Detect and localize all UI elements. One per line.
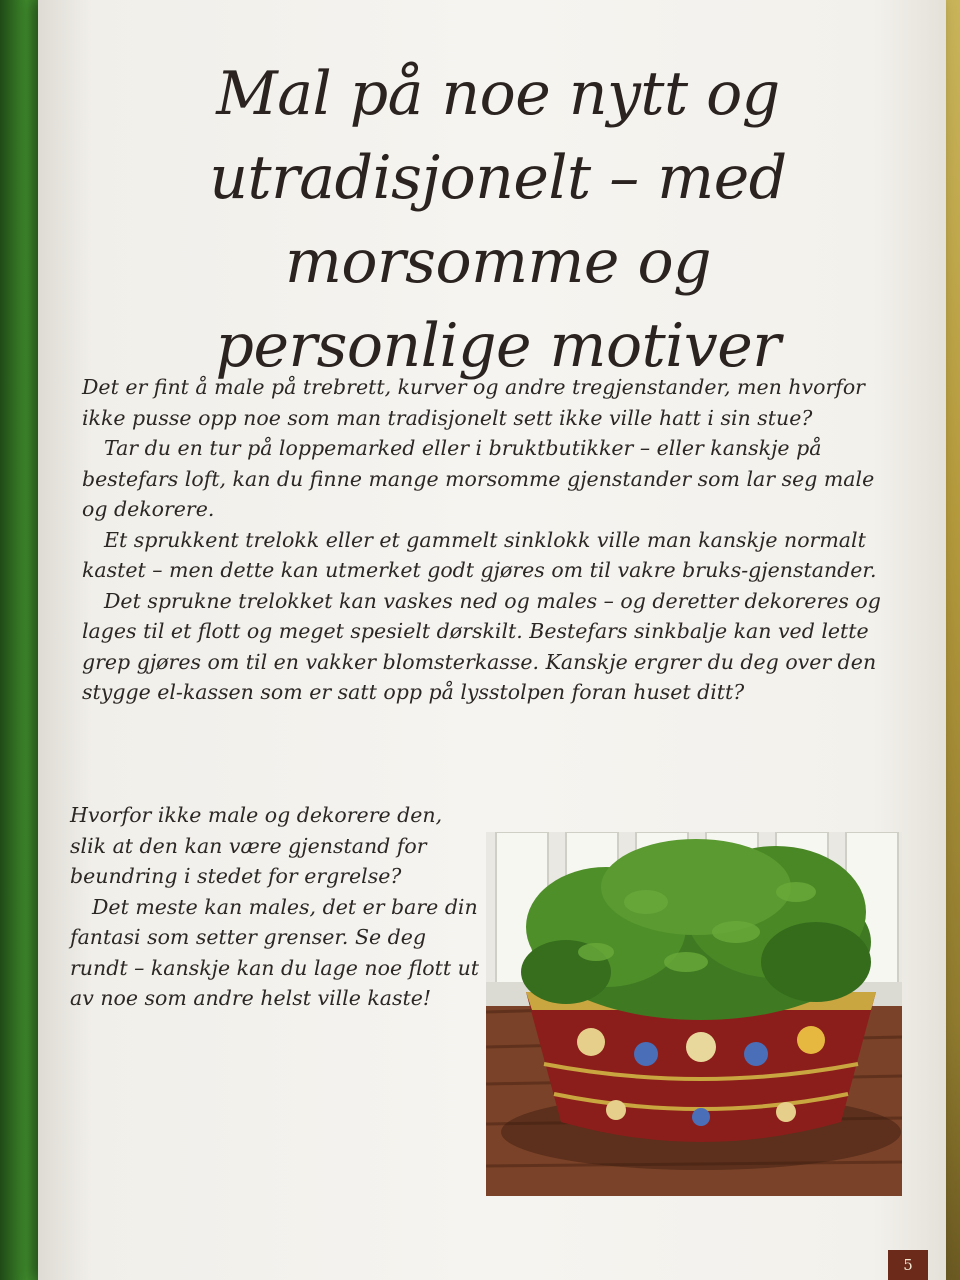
book-page bbox=[38, 0, 946, 1280]
paragraph-4: Det sprukne trelokket kan vaskes ned og males – og deretter dekoreres og lages til et flott og meget spesielt dørskilt. Bestefars sinkbalje kan ved lette grep gjøres om til en vakker blomsterkasse. Kanskje ergrer du deg over den stygge el-kassen som er satt opp på lysstolpen foran huset ditt? bbox=[82, 588, 881, 704]
paragraph-1: Det er fint å male på trebrett, kurver og andre tregjenstander, men hvorfor ikke pusse opp noe som man tradisjonelt sett ikke ville hatt i sin stue? bbox=[82, 375, 865, 430]
body-text bbox=[82, 372, 882, 708]
paragraph-2: Tar du en tur på loppemarked eller i bruktbutikker – eller kanskje på bestefars loft, kan du finne mange morsomme gjenstander som lar seg male og dekorere. bbox=[82, 436, 875, 521]
title-line-1: Mal på noe nytt og bbox=[216, 59, 780, 129]
paragraph-3: Et sprukkent trelokk eller et gammelt sinklokk ville man kanskje normalt kastet – men dette kan utmerket godt gjøres om til vakre bruks-gjenstander. bbox=[82, 527, 877, 582]
page-number: 5 bbox=[888, 1250, 928, 1280]
title-line-3: personlige motiver bbox=[215, 311, 781, 381]
photo-painted-tub-with-plants bbox=[486, 832, 902, 1196]
wrapped-text bbox=[70, 800, 480, 1014]
paragraph-5: Hvorfor ikke male og dekorere den, slik at den kan være gjenstand for beundring i stedet for ergrelse? bbox=[70, 803, 443, 888]
page-title bbox=[98, 52, 898, 388]
title-line-2: utradisjonelt – med morsomme og bbox=[209, 143, 787, 297]
paragraph-6: Det meste kan males, det er bare din fantasi som setter grenser. Se deg rundt – kanskje kan du lage noe flott ut av noe som andre helst ville kaste! bbox=[70, 894, 480, 1010]
painted-tub-icon bbox=[486, 832, 902, 1196]
